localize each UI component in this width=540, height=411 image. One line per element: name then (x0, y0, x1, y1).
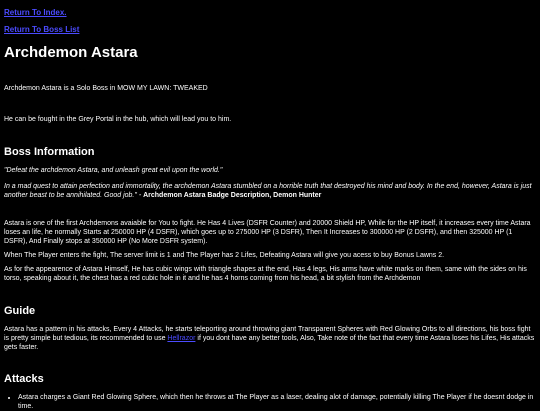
boss-information-heading: Boss Information (4, 146, 95, 158)
guide-heading: Guide (4, 305, 36, 317)
server-paragraph: When The Player enters the fight, The server limit is 1 and The Player has 2 Lifes, Defeating Astara will give you acess to buy Bonus Lawns 2. (4, 252, 445, 259)
badge-quote: "Defeat the archdemon Astara, and unleash great evil upon the world." (4, 167, 223, 174)
guide-text-before: Astara has a pattern in his attacks, Every 4 Attacks, he starts teleporting around throwing giant Transparent Spheres with Red Glowing Orbs to all directions, his boss fight is pretty simple but tedious, its recommended to use (4, 326, 531, 342)
health-paragraph: Astara is one of the first Archdemons avaiable for You to fight. He Has 4 Lives (DSFR Counter) and 20000 Shield HP, While for the HP itself, it increases every time Astara loses an life, he normally Starts at 250000 HP (4 DSFR), which goes up to 275000 HP (3 DSFR), Then It Increases to 300000 HP (2 DSFR), and then 325000 HP (1 DSFR), And Finally stops at 350000 HP (No More DSFR system). (4, 220, 531, 245)
attack-item: • Astara charges a Giant Red Glowing Sphere, which then he throws at The Player as a laser, dealing alot of damage, potentially killing The Player if he doesnt dodge in time. (18, 393, 540, 411)
badge-description-source: Archdemon Astara Badge Description, Demon Hunter (143, 192, 322, 199)
attacks-list (4, 393, 540, 411)
location-paragraph: He can be fought in the Grey Portal in the hub, which will lead you to him. (4, 116, 232, 123)
page-title: Archdemon Astara (4, 44, 138, 61)
return-to-index-link[interactable]: Return To Index. (4, 8, 67, 17)
attacks-heading: Attacks (4, 373, 44, 385)
badge-description-separator: - (136, 192, 144, 199)
badge-description (4, 182, 536, 200)
guide-text-after: if you dont have any better tools, Also, Take note of the fact that every time Astara loses his Lifes, His attacks gets faster. (4, 335, 535, 351)
badge-description-text: In a mad quest to attain perfection and immortality, the archdemon Astara stumbled on a horrible truth that destroyed his mind and body. In the end, however, Astara is just another beast to be annihilated. Good job." (4, 183, 532, 199)
appearance-paragraph: As for the appearence of Astara Himself, He has cubic wings with triangle shapes at the end, Has 4 legs, His arms have white marks on them, same with the sides on his torso, speaking about it, the chest has a red cubic hole in it and he has 4 horns coming from his head, a bit stylish from the Archdemon (4, 266, 527, 282)
return-to-boss-list-link[interactable]: Return To Boss List (4, 25, 80, 34)
hellrazor-link[interactable]: Hellrazor (167, 335, 196, 342)
intro-paragraph: Archdemon Astara is a Solo Boss in MOW MY LAWN: TWEAKED (4, 85, 208, 92)
guide-paragraph (4, 325, 536, 352)
